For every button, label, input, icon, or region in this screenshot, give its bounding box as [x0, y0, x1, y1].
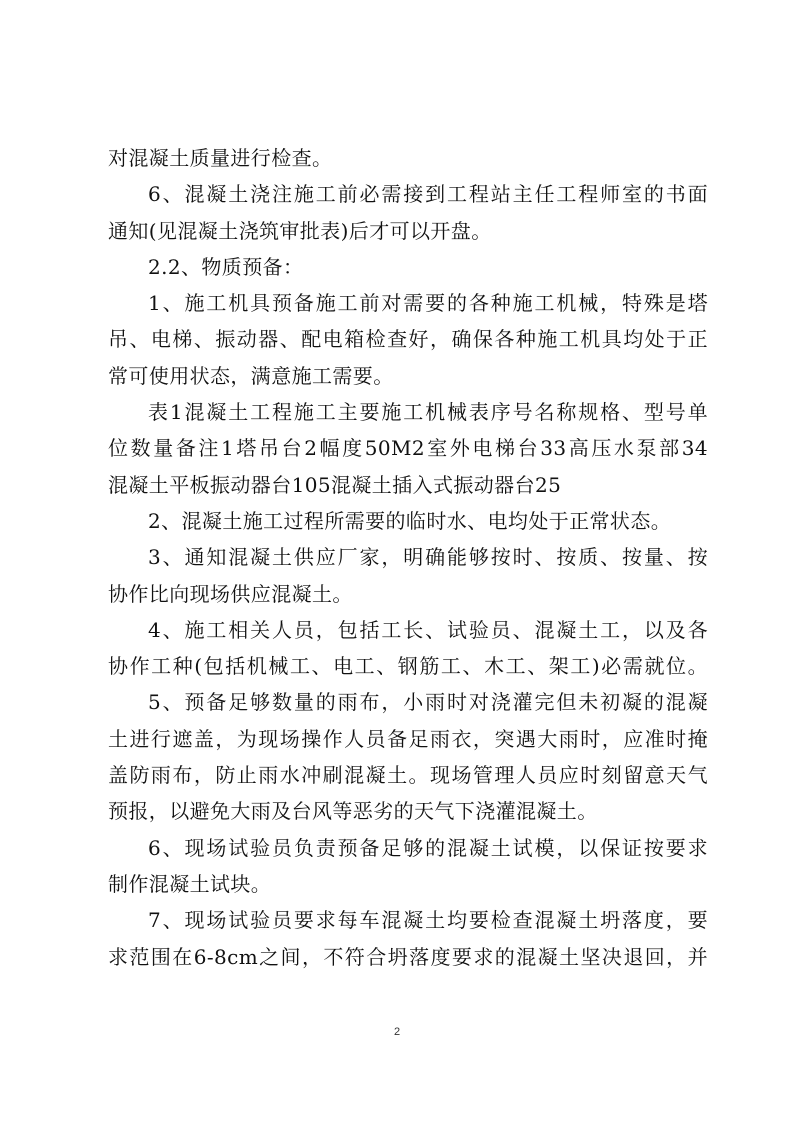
text-line: 对混凝土质量进行检查。	[108, 146, 333, 170]
text-line: 3、通知混凝土供应厂家，明确能够按时、按质、按量、按	[148, 545, 708, 570]
section-heading: 2.2、物质预备：	[148, 254, 304, 279]
text-line: 协作比向现场供应混凝土。	[108, 581, 353, 606]
text-line: 5、预备足够数量的雨布，小雨时对浇灌完但未初凝的混凝	[148, 690, 708, 715]
text-line: 6、混凝土浇注施工前必需接到工程站主任工程师室的书面	[148, 182, 708, 207]
text-line: 协作工种(包括机械工、电工、钢筋工、木工、架工)必需就位。	[108, 654, 708, 679]
text-line: 6、现场试验员负责预备足够的混凝土试模，以保证按要求	[148, 835, 708, 860]
text-line: 吊、电梯、振动器、配电箱检查好，确保各种施工机具均处于正	[108, 327, 708, 352]
page-number: 2	[393, 1026, 401, 1038]
text-line: 土进行遮盖，为现场操作人员备足雨衣，突遇大雨时，应准时掩	[108, 726, 708, 751]
text-line: 2、混凝土施工过程所需要的临时水、电均处于正常状态。	[148, 508, 672, 533]
text-line: 求范围在6-8cm之间，不符合坍落度要求的混凝土坚决退回，并	[108, 944, 708, 969]
body-text	[108, 140, 708, 975]
text-line: 盖防雨布，防止雨水冲刷混凝土。现场管理人员应时刻留意天气	[108, 763, 708, 788]
text-line: 通知(见混凝土浇筑审批表)后才可以开盘。	[108, 218, 492, 243]
text-line: 4、施工相关人员，包括工长、试验员、混凝土工，以及各	[148, 617, 708, 642]
text-line: 位数量备注1塔吊台2幅度50M2室外电梯台33高压水泵部34	[108, 436, 708, 461]
text-line: 表1混凝土工程施工主要施工机械表序号名称规格、型号单	[148, 400, 708, 425]
text-line: 预报，以避免大雨及台风等恶劣的天气下浇灌混凝土。	[108, 799, 598, 824]
text-line: 常可使用状态，满意施工需要。	[108, 363, 394, 388]
text-line: 1、施工机具预备施工前对需要的各种施工机械，特殊是塔	[148, 291, 708, 316]
text-line: 混凝土平板振动器台105混凝土插入式振动器台25	[108, 472, 562, 497]
text-line: 制作混凝土试块。	[108, 871, 272, 896]
text-line: 7、现场试验员要求每车混凝土均要检查混凝土坍落度，要	[148, 908, 708, 933]
